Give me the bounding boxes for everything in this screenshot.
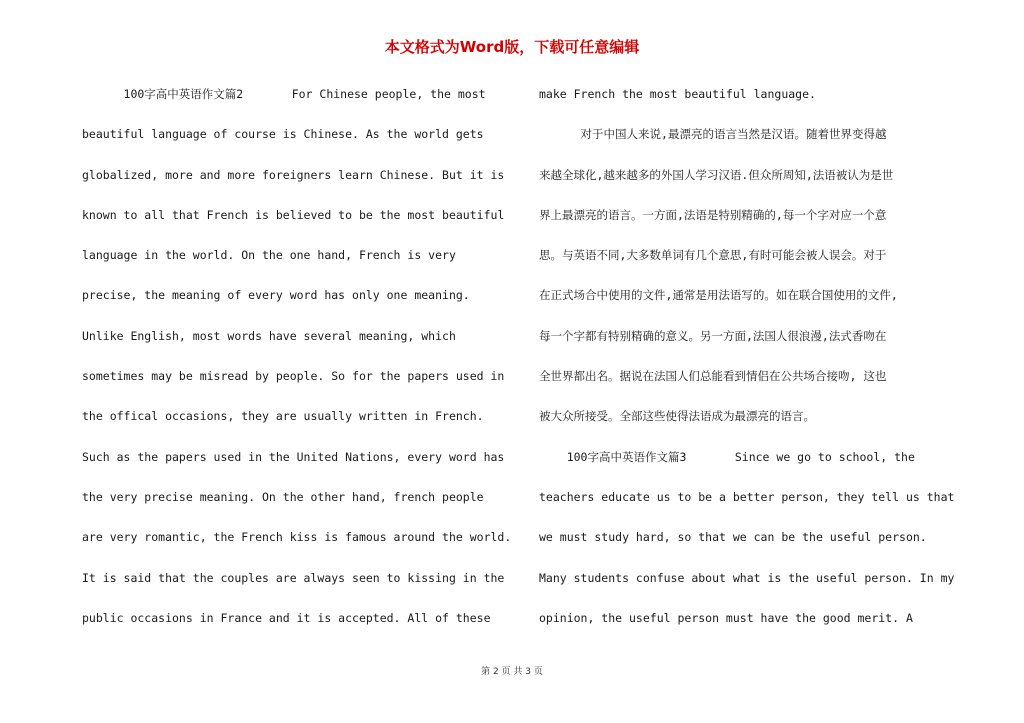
text-line: are very romantic, the French kiss is famous around the world.	[82, 530, 512, 545]
text-line: It is said that the couples are always seen to kissing in the	[82, 570, 505, 585]
text-line: the offical occasions, they are usually written in French.	[82, 409, 484, 424]
text-line: 全世界都出名。据说在法国人们总能看到情侣在公共场合接吻, 这也	[539, 369, 887, 384]
text-line: 在正式场合中使用的文件,通常是用法语写的。如在联合国使用的文件,	[539, 288, 898, 303]
text-line: 100字高中英语作文篇2 For Chinese people, the most	[82, 87, 486, 101]
left-column	[82, 84, 514, 648]
page-number: 第 2 页 共 3 页	[481, 667, 543, 677]
text-line: sometimes may be misread by people. So for the papers used in	[82, 369, 505, 384]
text-line: 100字高中英语作文篇3 Since we go to school, the	[539, 449, 915, 464]
text-line: 每一个字都有特别精确的意义。另一方面,法国人很浪漫,法式香吻在	[539, 328, 887, 343]
text-line: precise, the meaning of every word has only one meaning.	[82, 288, 470, 303]
text-line: 来越全球化,越来越多的外国人学习汉语.但众所周知,法语被认为是世	[539, 167, 894, 182]
text-line: opinion, the useful person must have the good merit. A	[539, 610, 913, 625]
text-line: Such as the papers used in the United Nations, every word has	[82, 449, 505, 464]
text-line: Many students confuse about what is the useful person. In my	[539, 570, 955, 585]
text-line: 思。与英语不同,大多数单词有几个意思,有时可能会被人误会。对于	[539, 248, 887, 263]
text-line: the very precise meaning. On the other hand, french people	[82, 489, 484, 504]
text-line: make French the most beautiful language.	[539, 87, 816, 101]
text-line: language in the world. On the one hand, French is very	[82, 248, 456, 263]
text-line: teachers educate us to be a better person, they tell us that	[539, 489, 955, 504]
text-line: known to all that French is believed to be the most beautiful	[82, 207, 505, 222]
text-line: 界上最漂亮的语言。一方面,法语是特别精确的,每一个字对应一个意	[539, 207, 887, 222]
right-column	[539, 84, 971, 648]
text-line: 被大众所接受。全部这些使得法语成为最漂亮的语言。	[539, 409, 815, 424]
text-line: we must study hard, so that we can be the useful person.	[539, 530, 927, 545]
text-line: globalized, more and more foreigners learn Chinese. But it is	[82, 167, 505, 182]
text-line: beautiful language of course is Chinese. As the world gets	[82, 127, 484, 142]
text-line: public occasions in France and it is accepted. All of these	[82, 610, 491, 625]
text-line: Unlike English, most words have several meaning, which	[82, 328, 456, 343]
download-banner: 本文格式为Word版，下载可任意编辑	[384, 38, 640, 56]
text-line: 对于中国人来说,最漂亮的语言当然是汉语。随着世界变得越	[539, 127, 887, 142]
